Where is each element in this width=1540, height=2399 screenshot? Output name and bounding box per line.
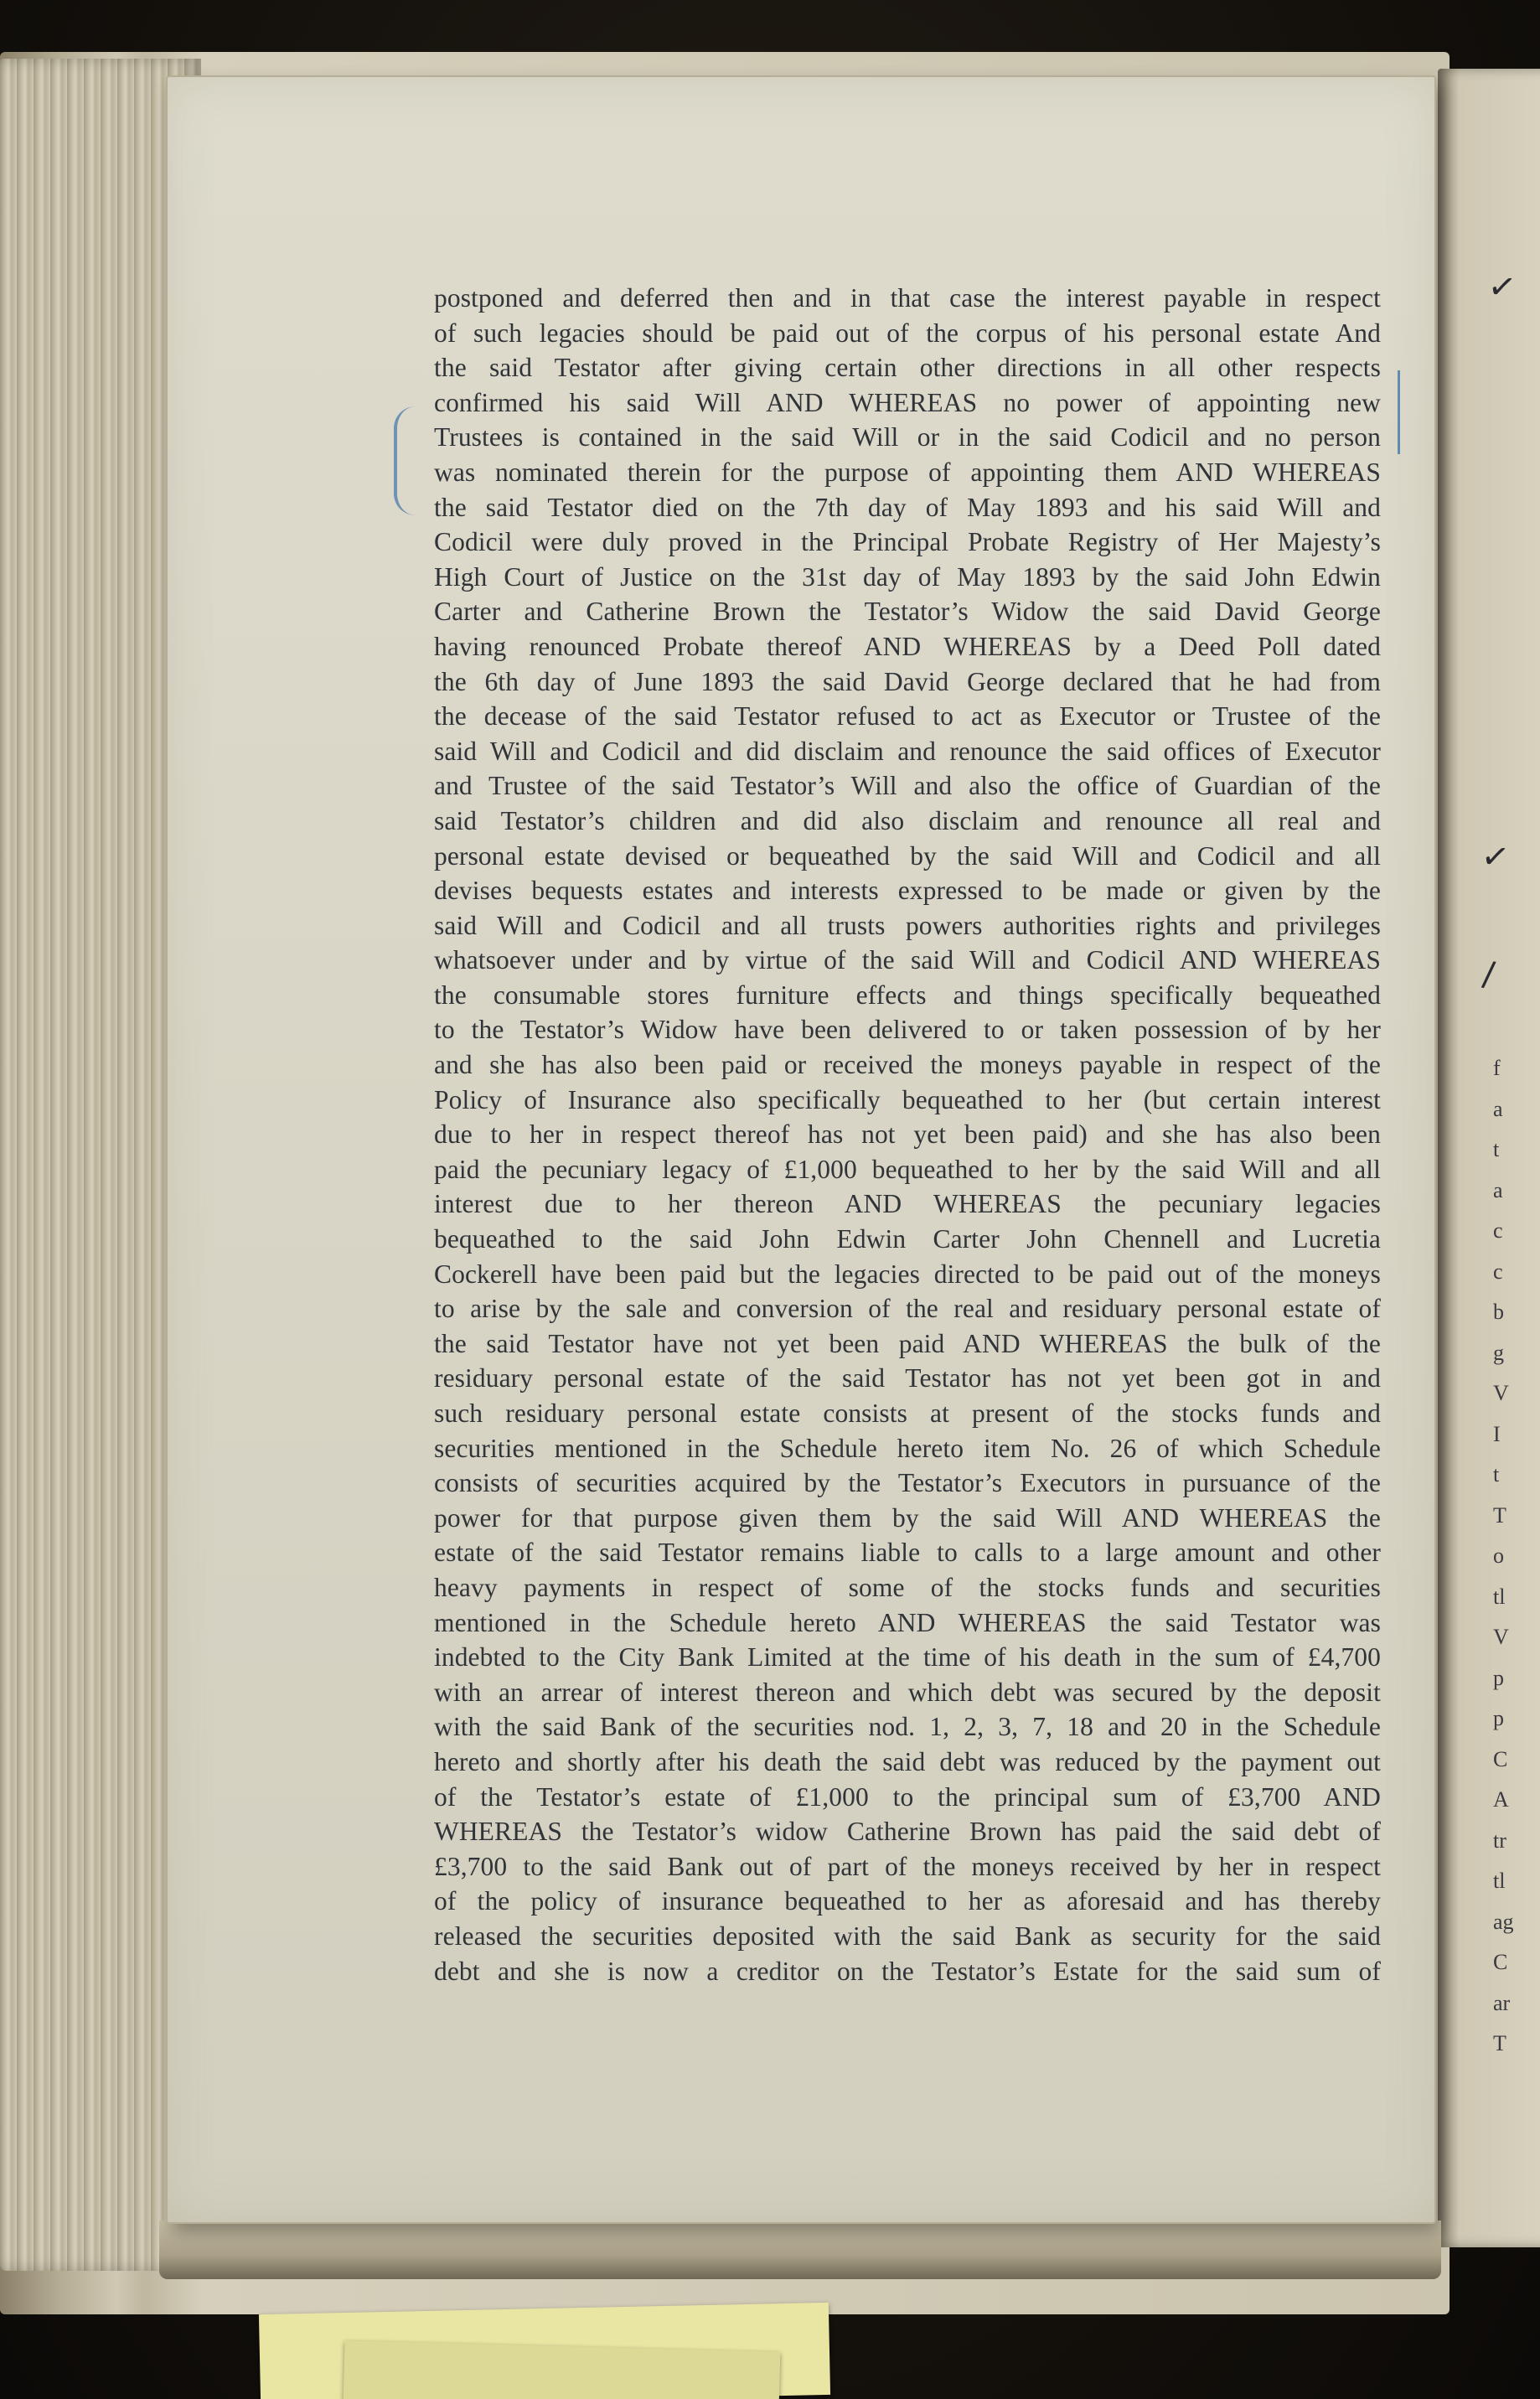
- text-line: released the securities deposited with the said Bank as security for the said: [434, 1921, 1381, 1951]
- text-line: and she has also been paid or received the moneys payable in respect of the: [434, 1050, 1381, 1080]
- adjacent-page: [1438, 69, 1540, 2247]
- text-line: such residuary personal estate consists at present of the stocks funds and: [434, 1399, 1381, 1428]
- adjacent-page-letter: tr: [1493, 1828, 1506, 1853]
- text-line: bequeathed to the said John Edwin Carter John Chennell and Lucretia: [434, 1224, 1381, 1254]
- adjacent-page-letter: o: [1493, 1543, 1504, 1568]
- text-line: of the Testator’s estate of £1,000 to the principal sum of £3,700 AND: [434, 1781, 1381, 1812]
- page-bottom-edge: [159, 2221, 1441, 2279]
- body-text: [434, 281, 1381, 1988]
- text-line: hereto and shortly after his death the said debt was reduced by the payment out: [434, 1746, 1381, 1776]
- text-line: devises bequests estates and interests expressed to be made or given by the: [434, 876, 1381, 906]
- blue-pencil-bracket: [394, 406, 416, 515]
- adjacent-page-letter: C: [1493, 1746, 1508, 1771]
- text-line: the consumable stores furniture effects and things specifically bequeathed: [434, 980, 1381, 1010]
- adjacent-page-letter: c: [1493, 1259, 1503, 1284]
- text-line: interest due to her thereon AND WHEREAS the pecuniary legacies: [434, 1189, 1381, 1219]
- pencil-tick-icon: ✓: [1478, 835, 1512, 879]
- adjacent-page-letter: ag: [1493, 1909, 1514, 1934]
- adjacent-page-letter: A: [1493, 1787, 1509, 1812]
- text-line: said Will and Codicil and did disclaim and renounce the said offices of Executor: [434, 736, 1381, 766]
- adjacent-page-letter: tl: [1493, 1584, 1506, 1609]
- text-line: mentioned in the Schedule hereto AND WHEREAS the said Testator was: [434, 1607, 1381, 1637]
- adjacent-page-letter: c: [1493, 1218, 1503, 1243]
- blue-pencil-rule: [1398, 370, 1400, 454]
- text-line: paid the pecuniary legacy of £1,000 bequeathed to her by the said Will and all: [434, 1154, 1381, 1184]
- text-line: indebted to the City Bank Limited at the time of his death in the sum of £4,700: [434, 1642, 1381, 1673]
- adjacent-page-letter: V: [1493, 1625, 1509, 1649]
- text-line: with an arrear of interest thereon and which debt was secured by the deposit: [434, 1677, 1381, 1707]
- text-line: WHEREAS the Testator’s widow Catherine Brown has paid the said debt of: [434, 1817, 1381, 1847]
- text-line: the decease of the said Testator refused to act as Executor or Trustee of the: [434, 701, 1381, 732]
- text-line: securities mentioned in the Schedule hereto item No. 26 of which Schedule: [434, 1433, 1381, 1463]
- adjacent-page-letter: p: [1493, 1665, 1504, 1690]
- adjacent-page-letter: C: [1493, 1950, 1508, 1974]
- text-line: and Trustee of the said Testator’s Will and also the office of Guardian of the: [434, 771, 1381, 801]
- text-line: the said Testator have not yet been paid AND WHEREAS the bulk of the: [434, 1328, 1381, 1358]
- text-line: Carter and Catherine Brown the Testator’s Widow the said David George: [434, 597, 1381, 627]
- text-line: £3,700 to the said Bank out of part of the moneys received by her in respect: [434, 1851, 1381, 1881]
- text-line: said Testator’s children and did also disclaim and renounce all real and: [434, 805, 1381, 835]
- text-line: said Will and Codicil and all trusts powers authorities rights and privileges: [434, 910, 1381, 940]
- adjacent-page-letter: t: [1493, 1462, 1500, 1486]
- adjacent-page-letter: a: [1493, 1177, 1503, 1202]
- text-line: to the Testator’s Widow have been delivered to or taken possession of by her: [434, 1015, 1381, 1045]
- text-line: debt and she is now a creditor on the Testator’s Estate for the said sum of: [434, 1956, 1381, 1986]
- adjacent-page-letter: V: [1493, 1381, 1509, 1405]
- adjacent-page-letter: ar: [1493, 1990, 1511, 2015]
- adjacent-page-letter: I: [1493, 1421, 1501, 1446]
- text-line: the said Testator died on the 7th day of May 1893 and his said Will and: [434, 492, 1381, 522]
- text-line: power for that purpose given them by the said Will AND WHEREAS the: [434, 1502, 1381, 1533]
- text-line: estate of the said Testator remains liable to calls to a large amount and other: [434, 1538, 1381, 1568]
- adjacent-page-letter: p: [1493, 1706, 1504, 1730]
- adjacent-page-letter: T: [1493, 1502, 1506, 1528]
- text-line: personal estate devised or bequeathed by the said Will and Codicil and all: [434, 840, 1381, 871]
- text-line: heavy payments in respect of some of the stocks funds and securities: [434, 1572, 1381, 1602]
- pencil-slash-icon: /: [1480, 954, 1497, 995]
- text-line: Codicil were duly proved in the Principal Probate Registry of Her Majesty’s: [434, 527, 1381, 557]
- text-line: with the said Bank of the securities nod. 1, 2, 3, 7, 18 and 20 in the Schedule: [434, 1712, 1381, 1742]
- adjacent-page-letter: f: [1493, 1056, 1501, 1080]
- text-line: consists of securities acquired by the Testator’s Executors in pursuance of the: [434, 1468, 1381, 1498]
- text-line: the 6th day of June 1893 the said David George declared that he had from: [434, 666, 1381, 696]
- text-line: Policy of Insurance also specifically bequeathed to her (but certain interest: [434, 1084, 1381, 1114]
- text-line: due to her in respect thereof has not yet been paid) and she has also been: [434, 1119, 1381, 1150]
- text-line: whatsoever under and by virtue of the said Will and Codicil AND WHEREAS: [434, 945, 1381, 975]
- adjacent-page-letter: g: [1493, 1340, 1504, 1365]
- text-line: to arise by the sale and conversion of the real and residuary personal estate of: [434, 1294, 1381, 1324]
- text-line: of such legacies should be paid out of the corpus of his personal estate And: [434, 318, 1381, 348]
- text-line: Cockerell have been paid but the legacies directed to be paid out of the moneys: [434, 1259, 1381, 1289]
- adjacent-page-letter: T: [1493, 2031, 1506, 2055]
- adjacent-page-letter: b: [1493, 1300, 1504, 1324]
- text-line: of the policy of insurance bequeathed to her as aforesaid and has thereby: [434, 1886, 1381, 1916]
- text-line: High Court of Justice on the 31st day of May 1893 by the said John Edwin: [434, 561, 1381, 592]
- adjacent-page-letter: tl: [1493, 1869, 1506, 1893]
- text-line: was nominated therein for the purpose of appointing them AND WHEREAS: [434, 457, 1381, 487]
- adjacent-page-letter: t: [1493, 1137, 1500, 1161]
- text-line: residuary personal estate of the said Testator has not yet been got in and: [434, 1363, 1381, 1393]
- text-line: confirmed his said Will AND WHEREAS no power of appointing new: [434, 387, 1381, 417]
- text-line: the said Testator after giving certain other directions in all other respects: [434, 353, 1381, 383]
- text-line: postponed and deferred then and in that case the interest payable in respect: [434, 283, 1381, 313]
- text-line: Trustees is contained in the said Will or in the said Codicil and no person: [434, 422, 1381, 452]
- adjacent-page-letter: a: [1493, 1096, 1503, 1121]
- pencil-tick-icon: ✓: [1485, 266, 1519, 309]
- text-line: having renounced Probate thereof AND WHEREAS by a Deed Poll dated: [434, 631, 1381, 661]
